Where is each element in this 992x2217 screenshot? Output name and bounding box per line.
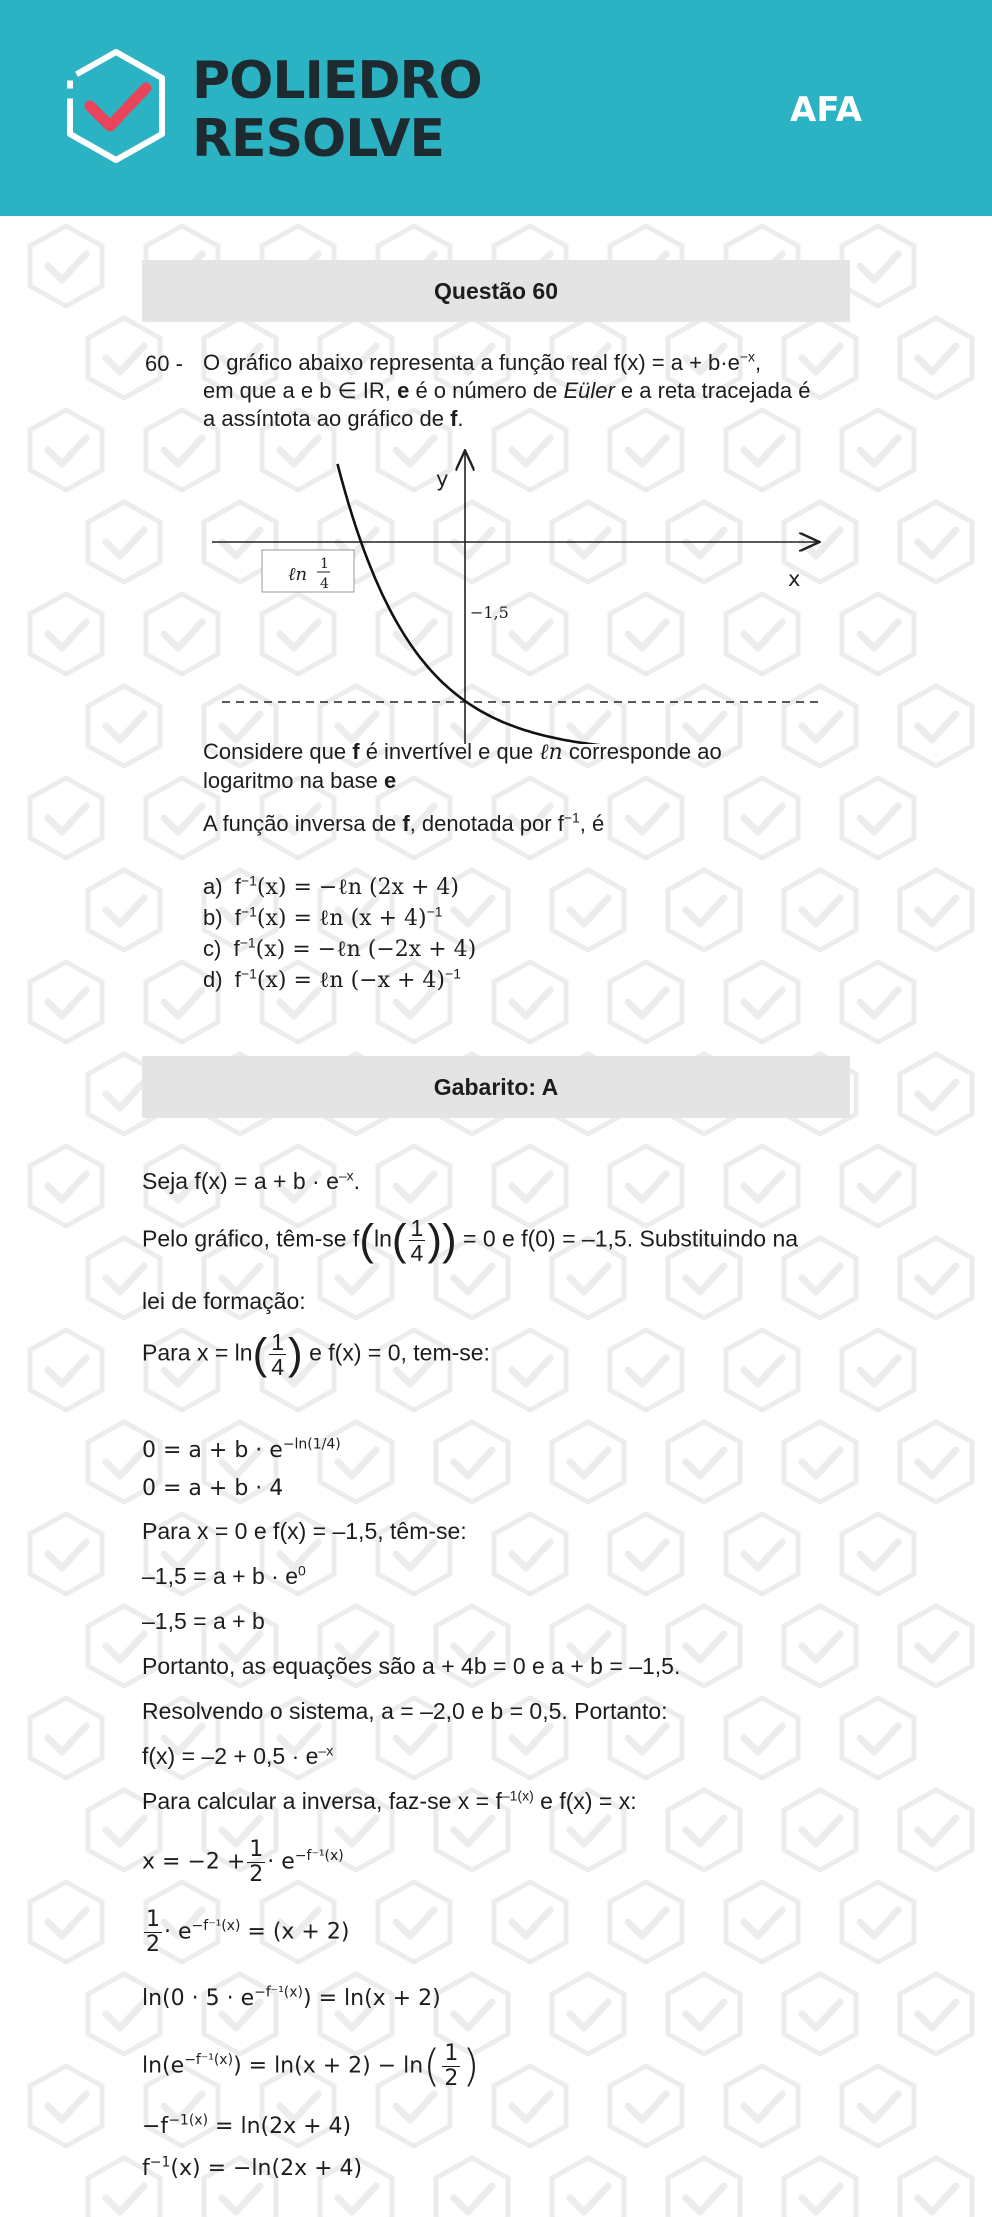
option-post-sup: −1 xyxy=(445,965,461,982)
option-lhs: f xyxy=(234,905,241,930)
solution-line-10 xyxy=(142,1741,862,1771)
x-marker-num: 1 xyxy=(320,556,329,572)
option-expression: (x) = −ℓn (2x + 4) xyxy=(256,875,460,900)
brand-line-1: POLIEDRO xyxy=(192,51,482,111)
step-text: −f xyxy=(142,2114,169,2139)
question-number: 60 - xyxy=(145,351,183,376)
x-axis-label: x xyxy=(788,567,801,591)
fraction-num: 1 xyxy=(410,1215,424,1241)
solution-line-9: Resolvendo o sistema, a = –2,0 e b = 0,5. Portanto: xyxy=(142,1698,668,1724)
consider-d: logaritmo na base xyxy=(203,768,378,793)
option-lhs: f xyxy=(234,874,241,899)
equation-text: 0 = a + b · e xyxy=(142,1438,283,1463)
exam-tag: AFA xyxy=(790,90,862,130)
option-lhs: f xyxy=(234,967,241,992)
step-text-b: = (x + 2) xyxy=(247,1919,350,1945)
solution-sup: 0 xyxy=(298,1562,306,1579)
option-a[interactable] xyxy=(203,871,459,903)
solution-text-b: e f(x) = x: xyxy=(540,1788,637,1814)
option-lhs: f xyxy=(233,936,240,961)
option-expression: (x) = ℓn (x + 4) xyxy=(256,906,427,931)
solution-text: Para x = ln xyxy=(142,1339,253,1366)
header-banner xyxy=(0,0,992,216)
fraction-den: 4 xyxy=(410,1240,424,1266)
consider-f: f xyxy=(352,739,360,764)
solution-text: Seja f(x) = a + b · e xyxy=(142,1168,339,1194)
fraction xyxy=(409,1216,426,1265)
fraction xyxy=(269,1330,286,1379)
statement-line-2c: e a reta tracejada é xyxy=(620,378,811,403)
step-sup: −1(x) xyxy=(168,2112,209,2129)
option-sup: −1 xyxy=(240,965,257,982)
inverse-f: f xyxy=(402,811,410,836)
inverse-prompt xyxy=(203,810,849,838)
option-sup: −1 xyxy=(240,872,257,889)
consider-a: Considere que xyxy=(203,739,347,764)
step-text: · e xyxy=(164,1919,192,1945)
equation-2: 0 = a + b · 4 xyxy=(142,1476,284,1501)
solution-text: Para calcular a inversa, faz-se x = f xyxy=(142,1788,502,1814)
fraction-num: 1 xyxy=(444,2041,459,2066)
step-text-b: = ln(2x + 4) xyxy=(215,2114,352,2139)
statement-e: e xyxy=(397,378,410,403)
option-letter: b) xyxy=(203,905,223,930)
solution-text: Pelo gráfico, têm-se f xyxy=(142,1225,360,1252)
consider-c: corresponde ao xyxy=(568,739,722,764)
step-3 xyxy=(142,1984,862,2014)
solution-ln: ln xyxy=(373,1225,392,1252)
answer-title: Gabarito: A xyxy=(433,1073,559,1100)
statement-line-1: O gráfico abaixo representa a função real f(x) = a + b·e xyxy=(203,350,740,375)
step-sup: −f⁻¹(x) xyxy=(294,1848,344,1865)
step-sup: −f⁻¹(x) xyxy=(191,1918,241,1935)
solution-text-b: e f(x) = 0, tem-se: xyxy=(309,1339,490,1366)
fraction-den: 4 xyxy=(271,1354,285,1380)
inverse-c: , é xyxy=(579,811,605,836)
solution-line-7: –1,5 = a + b xyxy=(142,1608,265,1634)
function-graph xyxy=(200,444,832,744)
step-sup: −1 xyxy=(149,2154,171,2171)
statement-line-3: a assíntota ao gráfico de xyxy=(203,406,444,431)
statement-line-1-end: , xyxy=(755,350,762,375)
question-statement xyxy=(203,349,849,433)
solution-line-2: Pelo gráfico, têm-se f(ln( $\frac{1}{4}$ )) = 0 e f(0) = –1,5. Substituindo na xyxy=(142,1215,799,1266)
option-sup: −1 xyxy=(239,934,256,951)
consider-text xyxy=(203,738,849,795)
step-6 xyxy=(142,2154,862,2184)
fraction xyxy=(247,1838,265,1887)
fraction xyxy=(442,2042,460,2091)
fraction-num: 1 xyxy=(249,1837,264,1862)
question-title: Questão 60 xyxy=(434,277,558,304)
statement-exponent: −x xyxy=(739,348,756,365)
statement-f: f xyxy=(450,406,458,431)
statement-line-3-end: . xyxy=(457,406,464,431)
solution-line-8: Portanto, as equações são a + 4b = 0 e a + b = –1,5. xyxy=(142,1653,681,1679)
consider-ln: ℓn xyxy=(539,740,563,765)
option-c[interactable] xyxy=(203,933,476,965)
fraction-den: 2 xyxy=(444,2066,459,2091)
solution-line-6 xyxy=(142,1561,862,1591)
solution-line-11 xyxy=(142,1786,862,1816)
equation-sup: −ln(1/4) xyxy=(282,1436,341,1453)
option-sup: −1 xyxy=(240,903,257,920)
step-text-b: ) = ln(x + 2) xyxy=(303,1986,441,2011)
option-letter: a) xyxy=(203,874,223,899)
option-b[interactable] xyxy=(203,902,443,934)
step-sup: −f⁻¹(x) xyxy=(184,2052,234,2069)
step-text: ln(0 · 5 · e xyxy=(142,1986,255,2011)
y-axis-label: y xyxy=(436,467,449,491)
x-marker-den: 4 xyxy=(320,576,329,592)
fraction-den: 2 xyxy=(146,1932,160,1957)
inverse-sup: −1 xyxy=(563,809,580,826)
step-text-b: · e xyxy=(267,1849,295,1875)
step-5 xyxy=(142,2112,862,2142)
question-title-bar xyxy=(142,260,850,322)
solution-sup: –1(x) xyxy=(501,1787,534,1804)
x-marker-box xyxy=(262,550,354,592)
solution-line-4: Para x = ln( $\frac{1}{4}$ ) e f(x) = 0, tem-se: xyxy=(142,1329,490,1380)
solution-sup: –x xyxy=(318,1742,334,1759)
solution-text-b: = 0 e f(0) = –1,5. Substituindo na xyxy=(463,1225,799,1252)
brand-logo xyxy=(192,52,482,168)
solution-text-end: . xyxy=(353,1168,361,1194)
option-post-sup: −1 xyxy=(426,903,443,920)
option-expression: (x) = −ℓn (−2x + 4) xyxy=(255,937,477,962)
solution-line-3: lei de formação: xyxy=(142,1288,306,1314)
option-letter: d) xyxy=(203,967,223,992)
step-2 xyxy=(142,1908,862,1957)
step-4: $\ln(e^{-f^{-1}(x)}) = \ln(x + 2) - \ln$( $\frac{1}{2}$ ) xyxy=(142,2040,480,2092)
solution-text: –1,5 = a + b · e xyxy=(142,1563,299,1589)
step-1 xyxy=(142,1838,862,1887)
solution-line-5: Para x = 0 e f(x) = –1,5, têm-se: xyxy=(142,1518,467,1544)
solution-text: f(x) = –2 + 0,5 · e xyxy=(142,1743,319,1769)
step-text: ln(e xyxy=(142,2053,185,2079)
solution-line-1 xyxy=(142,1166,862,1196)
fraction xyxy=(144,1908,162,1957)
step-text: x = −2 + xyxy=(142,1849,246,1875)
option-expression: (x) = ℓn (−x + 4) xyxy=(256,968,446,993)
answer-title-bar xyxy=(142,1056,850,1118)
y-intercept-label: −1,5 xyxy=(470,603,509,622)
step-sup: −f⁻¹(x) xyxy=(254,1984,304,2001)
statement-line-2a: em que a e b ∈ IR, xyxy=(203,378,391,403)
fraction-num: 1 xyxy=(271,1329,285,1355)
equation-1 xyxy=(142,1436,862,1466)
inverse-a: A função inversa de xyxy=(203,811,397,836)
consider-e: e xyxy=(384,768,397,793)
statement-euler: Eüler xyxy=(563,378,615,403)
step-text-b: ) = ln(x + 2) − ln xyxy=(233,2053,424,2079)
x-marker-ln: ℓn xyxy=(288,564,308,585)
consider-b: é invertível e que xyxy=(365,739,534,764)
fraction-num: 1 xyxy=(146,1907,160,1932)
option-d[interactable] xyxy=(203,964,461,996)
inverse-b: , denotada por f xyxy=(409,811,564,836)
brand-line-2: RESOLVE xyxy=(192,109,444,169)
fraction-den: 2 xyxy=(249,1862,264,1887)
statement-line-2b: é o número de xyxy=(415,378,558,403)
step-text-b: (x) = −ln(2x + 4) xyxy=(170,2156,363,2181)
option-letter: c) xyxy=(203,936,222,961)
solution-sup: –x xyxy=(338,1167,354,1184)
step-text: f xyxy=(142,2156,150,2181)
check-hexagon-icon xyxy=(60,46,172,166)
